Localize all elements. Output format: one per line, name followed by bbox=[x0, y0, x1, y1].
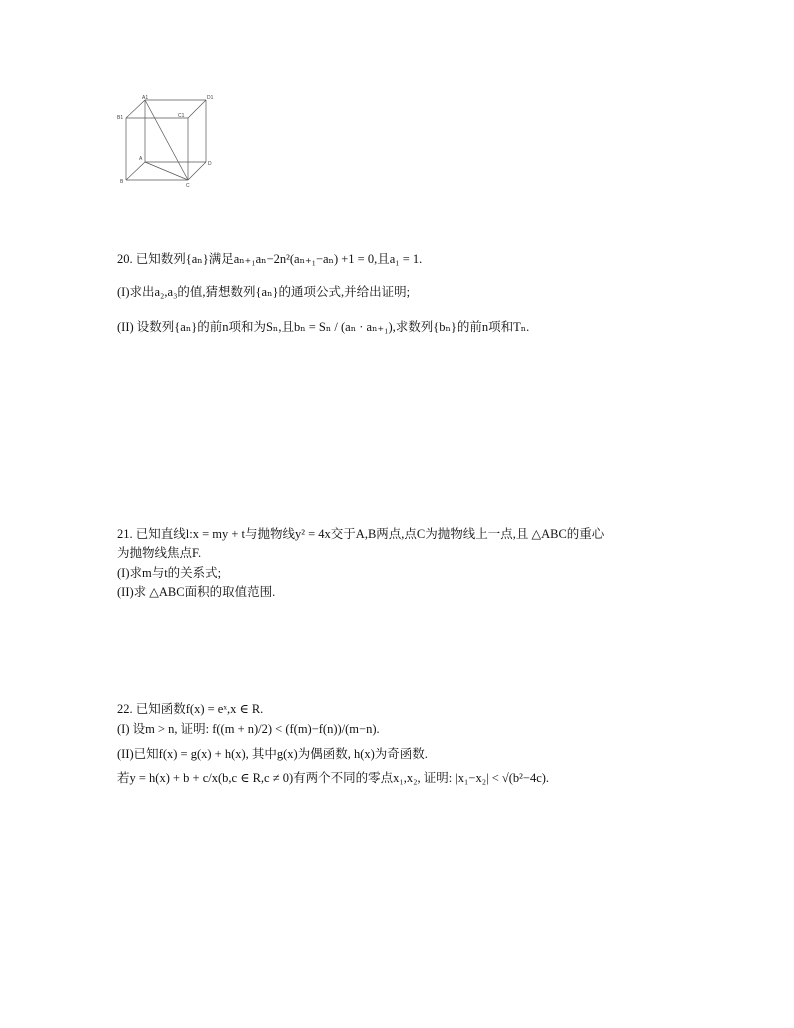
q21-part2: (II)求 △ABC面积的取值范围. bbox=[117, 585, 276, 599]
q22-part3: 若y = h(x) + b + c/x(b,c ∈ R,c ≠ 0)有两个不同的零点x₁,x₂, 证明: |x₁−x₂| < √(b²−4c). bbox=[117, 771, 550, 785]
q20-stem: 20. 已知数列{aₙ}满足aₙ₊₁aₙ−2n²(aₙ₊₁−aₙ) +1 = 0,且a₁ = 1. bbox=[117, 252, 423, 266]
diagonal-a-c bbox=[145, 162, 188, 180]
edge-d-c bbox=[188, 162, 206, 180]
q21-stem-line1: 21. 已知直线l:x = my + t与抛物线y² = 4x交于A,B两点,点C为抛物线上一点,且 △ABC的重心 bbox=[117, 527, 605, 541]
vertex-label-c1: C1 bbox=[178, 113, 185, 119]
vertex-label-c: C bbox=[186, 183, 190, 188]
vertex-label-b1: B1 bbox=[117, 115, 124, 121]
cube-figure bbox=[112, 94, 216, 188]
vertex-label-a: A bbox=[139, 156, 143, 162]
q22-stem: 22. 已知函数f(x) = eˣ,x ∈ R. bbox=[117, 702, 264, 716]
vertex-label-a1: A1 bbox=[142, 95, 149, 101]
vertex-label-b: B bbox=[120, 179, 124, 185]
q20-part2: (II) 设数列{aₙ}的前n项和为Sₙ,且bₙ = Sₙ / (aₙ · aₙ₊₁),求数列{bₙ}的前n项和Tₙ. bbox=[117, 320, 530, 334]
q20-part1: (I)求出a₂,a₃的值,猜想数列{aₙ}的通项公式,并给出证明; bbox=[117, 285, 411, 299]
diagonal-a1-c bbox=[145, 100, 188, 180]
q22-part1: (I) 设m > n, 证明: f((m + n)/2) < (f(m)−f(n))/(m−n). bbox=[117, 722, 380, 736]
edge-a-b bbox=[126, 162, 145, 180]
q22-part2: (II)已知f(x) = g(x) + h(x), 其中g(x)为偶函数, h(x)为奇函数. bbox=[117, 747, 428, 761]
edge-d1-c1 bbox=[188, 100, 206, 118]
q21-part1: (I)求m与t的关系式; bbox=[117, 566, 222, 580]
edge-b1-a1 bbox=[126, 100, 145, 118]
vertex-label-d1: D1 bbox=[207, 95, 214, 101]
q21-stem-line2: 为抛物线焦点F. bbox=[117, 546, 202, 560]
vertex-label-d: D bbox=[208, 161, 212, 167]
